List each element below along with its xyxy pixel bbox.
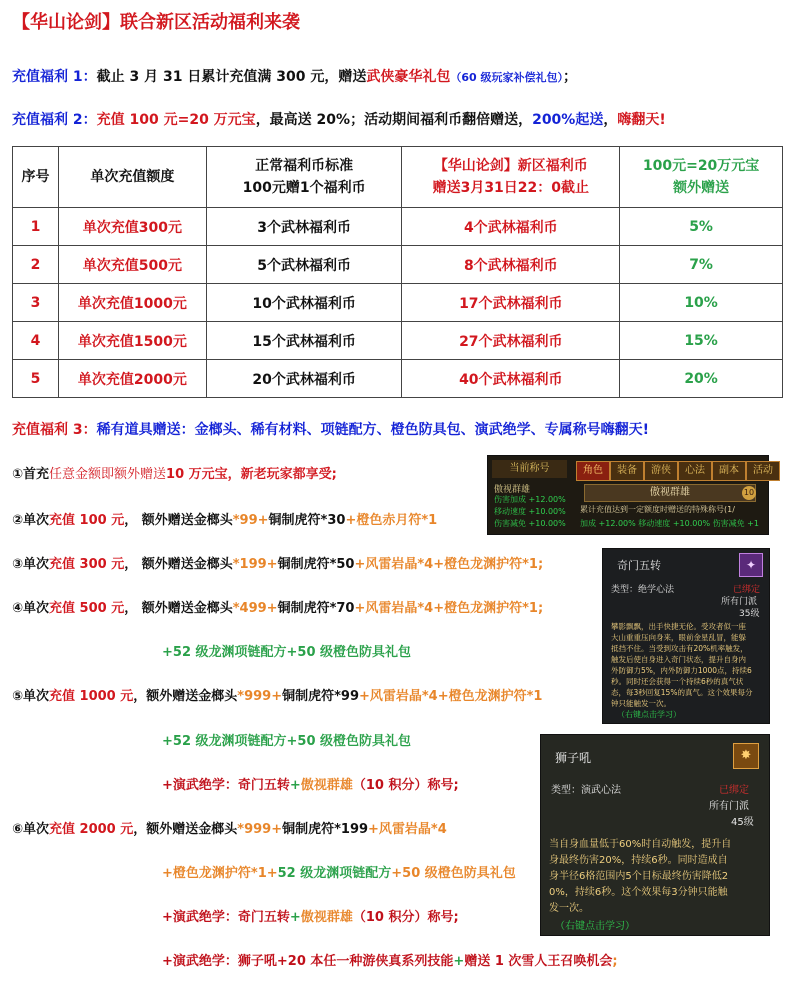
shizi-skill-icon: ✸ [733,743,759,769]
reward-text: ，额外赠送金榔头 [133,689,238,704]
reward-text: （10 积分）称号; [352,910,459,925]
benefit-3-line [12,419,649,439]
benefit-2-blue: 200%起送 [532,112,604,128]
table-cell-index: 3 [13,284,59,322]
reward-text: *499+ [232,601,278,616]
reward-text: *999+ [237,689,283,704]
table-cell-bonus: 8个武林福利币 [402,246,620,284]
qimen-school: 所有门派 [721,597,758,607]
reward-item-4 [12,597,543,616]
reward-item-5-extra: +52 级龙渊项链配方+50 级橙色防具礼包 [162,734,412,749]
table-header-cell: 正常福利币标准 100元赠1个福利币 [206,147,402,208]
title-desc: 累计充值达到一定额度时赠送的特殊称号(1/ [580,505,735,514]
qimen-desc: 攀影飘飘，出手快捷无伦。受攻者似一座 [611,622,746,631]
shizi-desc: 当自身血量低于60%时自动触发，提升自 [549,839,732,850]
reward-item-2 [12,509,437,528]
shizi-school: 所有门派 [709,801,749,812]
shizi-tooltip-screenshot [540,734,770,936]
reward-prefix: ⑥单次 [12,822,50,837]
table-row [13,246,783,284]
shizi-hint: （右键点击学习） [555,921,635,932]
reward-text: 52 级龙渊项链配方 [277,866,392,881]
title-bottom-stats: 加成 +12.00% 移动速度 +10.00% 伤害减免 +1 [580,519,759,528]
benefit-1-end: ； [562,69,577,85]
table-cell-bonus: 4个武林福利币 [402,208,620,246]
title-badge-icon: 10 [742,486,756,500]
shizi-bound: 已绑定 [719,785,749,796]
table-cell-amount: 单次充值1500元 [58,322,206,360]
reward-text: +演武绝学：狮子吼+20 本任一种游侠真系列技能 [162,954,454,969]
title-stat: 移动速度 +10.00% [494,507,566,516]
reward-prefix: ①首充 [12,467,50,482]
qimen-desc: 抵挡不住。当受到攻击有20%机率触发， [611,644,748,653]
table-cell-index: 2 [13,246,59,284]
reward-prefix: ③单次 [12,557,50,572]
table-cell-bonus: 40个武林福利币 [402,360,620,398]
reward-prefix: ④单次 [12,601,50,616]
benefit-2-text: ，最高送 20%；活动期间福利币翻倍赠送， [255,112,533,128]
page-title: 【华山论剑】联合新区活动福利来袭 [12,12,300,33]
shizi-desc: 身半径6格范围内5个目标最终伤害降低2 [549,871,729,882]
title-panel-screenshot [487,455,773,535]
table-cell-normal: 5个武林福利币 [206,246,402,284]
reward-amount: 充值 100 元 [49,513,125,528]
table-header-cell: 序号 [13,147,59,208]
benefit-2-comma: ， [603,112,618,128]
reward-text: 赠送 1 次雪人王召唤机会 [464,954,613,969]
reward-text: *999+ [237,822,283,837]
reward-text: 铜制虎符*30 [268,513,346,528]
reward-text: ; [612,954,618,969]
table-cell-normal: 20个武林福利币 [206,360,402,398]
reward-text: 铜制虎符*199 [282,822,369,837]
table-row [13,208,783,246]
table-cell-index: 4 [13,322,59,360]
qimen-hint: （右键点击学习） [617,710,681,719]
qimen-desc: 大山重重压向身来，眼前金星乱冒，能躲 [611,633,746,642]
tab-role: 角色 [576,461,610,481]
benefit-3-label: 充值福利 3： [12,422,97,438]
reward-amount: 充值 2000 元 [49,822,134,837]
table-cell-extra: 5% [620,208,783,246]
reward-text: +风雷岩晶*4+橙色龙渊护符*1; [354,557,544,572]
reward-item-4-extra: +52 级龙渊项链配方+50 级橙色防具礼包 [162,645,412,660]
title-name-small: 傲视群雄 [494,485,531,495]
shizi-name: 狮子吼 [555,751,592,765]
reward-text: ， 额外赠送金榔头 [124,557,233,572]
recharge-table [12,146,783,398]
shizi-type: 类型：演武心法 [551,785,621,796]
table-row [13,322,783,360]
benefit-1-text: 截止 3 月 31 日累计充值满 300 元，赠送 [96,69,367,85]
current-title-label: 当前称号 [492,460,567,478]
reward-text: +50 级橙色防具礼包 [391,866,516,881]
reward-text: *199+ [232,557,278,572]
qimen-tooltip-screenshot [602,548,770,724]
reward-text: （10 积分）称号; [352,778,459,793]
benefit-1-label: 充值福利 1： [12,69,97,85]
reward-text: 任意金额即额外赠送 [49,467,167,482]
reward-text: 傲视群雄 [300,778,353,793]
reward-text: 傲视群雄 [300,910,353,925]
qimen-desc: 秒。同时还会获得一个持续6秒的真气状 [611,677,744,686]
table-row [13,284,783,322]
qimen-desc: 外防御力5%，内外防御力1000点，持续6 [611,666,752,675]
reward-text: +风雷岩晶*4+橙色龙渊护符*1 [358,689,543,704]
table-cell-bonus: 17个武林福利币 [402,284,620,322]
table-cell-amount: 单次充值1000元 [58,284,206,322]
title-stat: 伤害减免 +10.00% [494,519,566,528]
reward-text: + [289,778,301,793]
reward-text: 铜制虎符*99 [282,689,359,704]
title-name-banner: 傲视群雄 [584,484,756,502]
reward-text: +演武绝学：奇门五转 [162,910,290,925]
table-cell-bonus: 27个武林福利币 [402,322,620,360]
shizi-level: 45级 [731,817,754,828]
reward-text: +演武绝学：奇门五转 [162,778,290,793]
table-header-row [13,147,783,208]
table-cell-normal: 3个武林福利币 [206,208,402,246]
benefit-1-line [12,66,577,86]
tab-xinfa: 心法 [678,461,712,481]
reward-amount: 10 万元宝 [166,467,228,482]
reward-text: ，额外赠送金榔头 [133,822,238,837]
reward-item-6-final [162,950,618,969]
reward-text: + [453,954,465,969]
table-cell-normal: 10个武林福利币 [206,284,402,322]
reward-text: +橙色赤月符*1 [345,513,438,528]
table-cell-amount: 单次充值500元 [58,246,206,284]
tab-equip: 装备 [610,461,644,481]
shizi-desc: 发一次。 [549,903,589,914]
reward-item-6-extra [162,862,516,881]
reward-amount: 充值 500 元 [49,601,125,616]
benefit-2-red: 充值 100 元=20 万元宝 [96,112,256,128]
reward-text: 铜制虎符*70 [277,601,355,616]
table-cell-index: 5 [13,360,59,398]
shizi-desc: 0%，持续6秒。这个效果每3分钟只能触 [549,887,728,898]
qimen-level: 35级 [739,609,760,619]
qimen-name: 奇门五转 [617,559,661,572]
benefit-2-line [12,109,666,129]
benefit-2-label: 充值福利 2： [12,112,97,128]
reward-text: +风雷岩晶*4+橙色龙渊护符*1; [354,601,544,616]
table-cell-extra: 15% [620,322,783,360]
reward-text: *99+ [232,513,269,528]
table-row [13,360,783,398]
qimen-desc: 钟只能触发一次。 [611,699,671,708]
benefit-1-note: （60 级玩家补偿礼包） [450,71,563,84]
reward-text: ， 额外赠送金榔头 [124,601,233,616]
reward-item-3 [12,553,543,572]
table-cell-amount: 单次充值2000元 [58,360,206,398]
table-cell-index: 1 [13,208,59,246]
shizi-desc: 身最终伤害20%，持续6秒。同时造成自 [549,855,728,866]
qimen-desc: 态，每3秒回复15%的真气。这个效果每分 [611,688,753,697]
table-header-cell: 单次充值额度 [58,147,206,208]
table-cell-extra: 7% [620,246,783,284]
table-header-cell: 【华山论剑】新区福利币 赠送3月31日22：0截止 [402,147,620,208]
reward-item-5-skill [162,774,459,793]
table-cell-amount: 单次充值300元 [58,208,206,246]
reward-text: 铜制虎符*50 [277,557,355,572]
reward-text: ，新老玩家都享受; [227,467,337,482]
benefit-1-gift: 武侠豪华礼包 [366,69,451,85]
reward-item-6 [12,818,447,837]
reward-text: +风雷岩晶*4 [368,822,447,837]
reward-item-6-skill [162,906,459,925]
table-cell-extra: 20% [620,360,783,398]
tab-youxia: 游侠 [644,461,678,481]
reward-amount: 充值 1000 元 [49,689,134,704]
qimen-skill-icon: ✦ [739,553,763,577]
benefit-3-text: 稀有道具赠送：金榔头、稀有材料、项链配方、橙色防具包、演武绝学、专属称号嗨翻天! [96,422,650,438]
qimen-bound: 已绑定 [733,585,761,595]
table-cell-normal: 15个武林福利币 [206,322,402,360]
table-header-cell: 100元=20万元宝 额外赠送 [620,147,783,208]
reward-amount: 充值 300 元 [49,557,125,572]
reward-text: + [289,910,301,925]
qimen-desc: 触发后使自身进入奇门状态，提升自身内 [611,655,746,664]
reward-text: +橙色龙渊护符*1+ [162,866,278,881]
tab-dungeon: 副本 [712,461,746,481]
benefit-2-end: 嗨翻天! [617,112,666,128]
title-stat: 伤害加成 +12.00% [494,495,566,504]
table-cell-extra: 10% [620,284,783,322]
reward-item-1 [12,463,337,482]
reward-prefix: ⑤单次 [12,689,50,704]
tab-activity: 活动 [746,461,780,481]
reward-text: ， 额外赠送金榔头 [124,513,233,528]
reward-item-5 [12,685,542,704]
qimen-type: 类型：绝学心法 [611,585,675,595]
reward-prefix: ②单次 [12,513,50,528]
